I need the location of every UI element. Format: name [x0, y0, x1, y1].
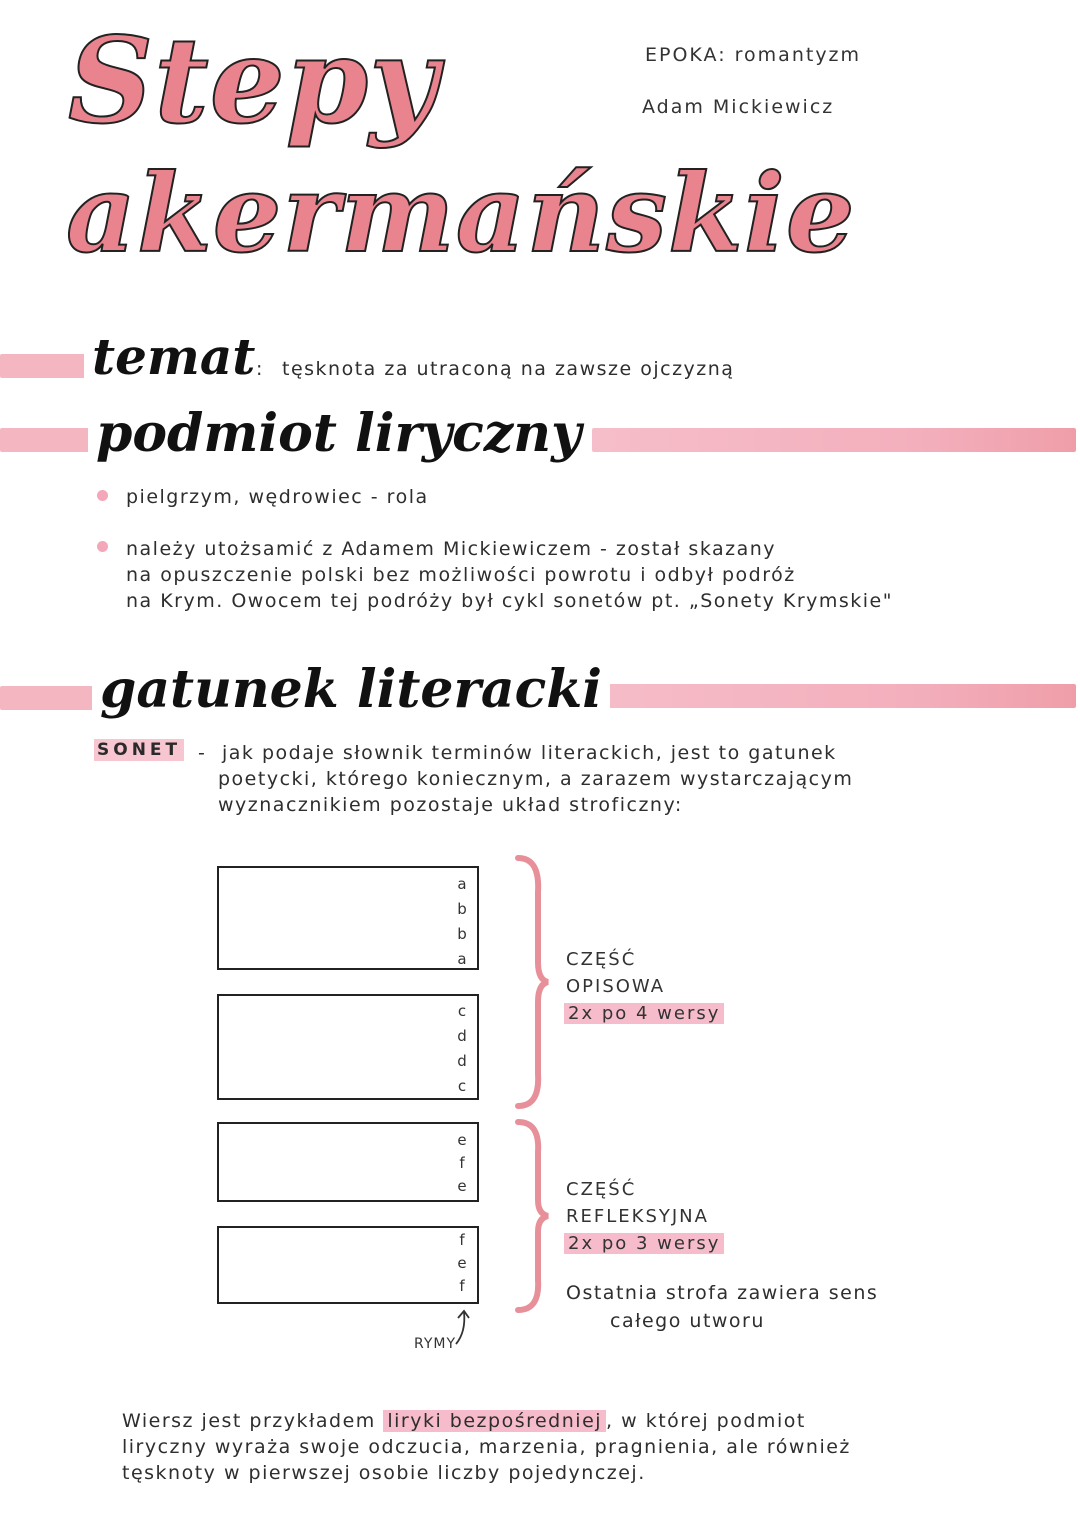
- stanza-4-box: [217, 1226, 479, 1304]
- sonet-term-wrap: [94, 740, 184, 760]
- rymy-label: RYMY: [414, 1336, 457, 1352]
- sonet-def-line-2: poetycki, którego koniecznym, a zarazem wystarczającym: [218, 768, 854, 790]
- author: Adam Mickiewicz: [642, 96, 835, 118]
- rhyme-1-4: a: [457, 950, 467, 968]
- podmiot-bullet-1: pielgrzym, wędrowiec - rola: [126, 486, 429, 508]
- part-1-detail-text: 2x po 4 wersy: [564, 1003, 724, 1024]
- rhyme-1-1: a: [457, 875, 467, 893]
- gatunek-heading: gatunek literacki: [92, 664, 610, 716]
- podmiot-marker-left: [0, 428, 100, 452]
- rhyme-2-3: d: [457, 1052, 467, 1070]
- epoch-label: EPOKA:: [645, 44, 727, 66]
- summary-line-1-start: Wiersz jest przykładem: [122, 1410, 376, 1432]
- sonet-dash: -: [198, 742, 207, 764]
- note-line-2: całego utworu: [610, 1310, 765, 1332]
- rhyme-1-3: b: [457, 925, 467, 943]
- note-line-1: Ostatnia strofa zawiera sens: [566, 1282, 879, 1304]
- part-1-line-1: CZĘŚĆ: [566, 949, 637, 970]
- podmiot-bullet-2-line-2: na opuszczenie polski bez możliwości powrotu i odbył podróż: [126, 564, 796, 586]
- podmiot-bullet-2-line-1: należy utożsamić z Adamem Mickiewiczem - został skazany: [126, 538, 777, 560]
- title-line-1: Stepy: [68, 11, 439, 150]
- podmiot-heading: podmiot liryczny: [88, 408, 589, 460]
- summary-highlight: liryki bezpośredniej: [383, 1410, 606, 1432]
- temat-text: tęsknota za utraconą na zawsze ojczyzną: [282, 358, 735, 380]
- podmiot-marker-right: [592, 428, 1076, 452]
- rhyme-2-4: c: [457, 1077, 467, 1095]
- temat-colon: :: [256, 358, 264, 380]
- rhyme-3-1: e: [457, 1131, 467, 1149]
- summary-line-1: [122, 1408, 806, 1434]
- rhyme-3-3: e: [457, 1177, 467, 1195]
- part-1-line-2: OPISOWA: [566, 976, 666, 997]
- rhyme-1-2: b: [457, 900, 467, 918]
- podmiot-bullet-2-line-3: na Krym. Owocem tej podróży był cykl sonetów pt. „Sonety Krymskie": [126, 590, 893, 612]
- gatunek-marker-left: [0, 686, 104, 710]
- temat-heading: temat: [84, 332, 263, 382]
- rhyme-2-2: d: [457, 1027, 467, 1045]
- part-2-detail-text: 2x po 3 wersy: [564, 1233, 724, 1254]
- part-2-detail: [564, 1230, 724, 1257]
- rhyme-4-1: f: [459, 1231, 465, 1249]
- part-2-line-2: REFLEKSYJNA: [566, 1206, 709, 1227]
- stanza-1-box: [217, 866, 479, 970]
- sonet-term: SONET: [94, 739, 184, 761]
- stanza-2-box: [217, 994, 479, 1100]
- rhyme-3-2: f: [459, 1154, 465, 1172]
- stanza-3-box: [217, 1122, 479, 1202]
- sonet-def-line-1: jak podaje słownik terminów literackich, jest to gatunek: [222, 742, 837, 764]
- rhyme-4-2: e: [457, 1254, 467, 1272]
- epoch: [645, 44, 861, 66]
- part-2-line-1: CZĘŚĆ: [566, 1179, 637, 1200]
- summary-line-3: tęsknoty w pierwszej osobie liczby pojedynczej.: [122, 1462, 646, 1484]
- gatunek-marker-right: [560, 684, 1076, 708]
- bullet-2-dot: [97, 541, 108, 552]
- brace-part-2: [510, 1116, 550, 1316]
- temat-marker: [0, 354, 92, 378]
- part-1-detail: [564, 1000, 724, 1027]
- summary-line-2: liryczny wyraża swoje odczucia, marzenia, pragnienia, ale również: [122, 1436, 851, 1458]
- title-line-2: akermańskie: [66, 151, 856, 277]
- sonet-def-line-3: wyznacznikiem pozostaje układ stroficzny:: [218, 794, 683, 816]
- rhyme-4-3: f: [459, 1277, 465, 1295]
- epoch-value: romantyzm: [734, 44, 862, 66]
- brace-part-1: [510, 852, 550, 1112]
- bullet-1-dot: [97, 490, 108, 501]
- summary-line-1-end: , w której podmiot: [606, 1410, 806, 1432]
- rhyme-2-1: c: [457, 1002, 467, 1020]
